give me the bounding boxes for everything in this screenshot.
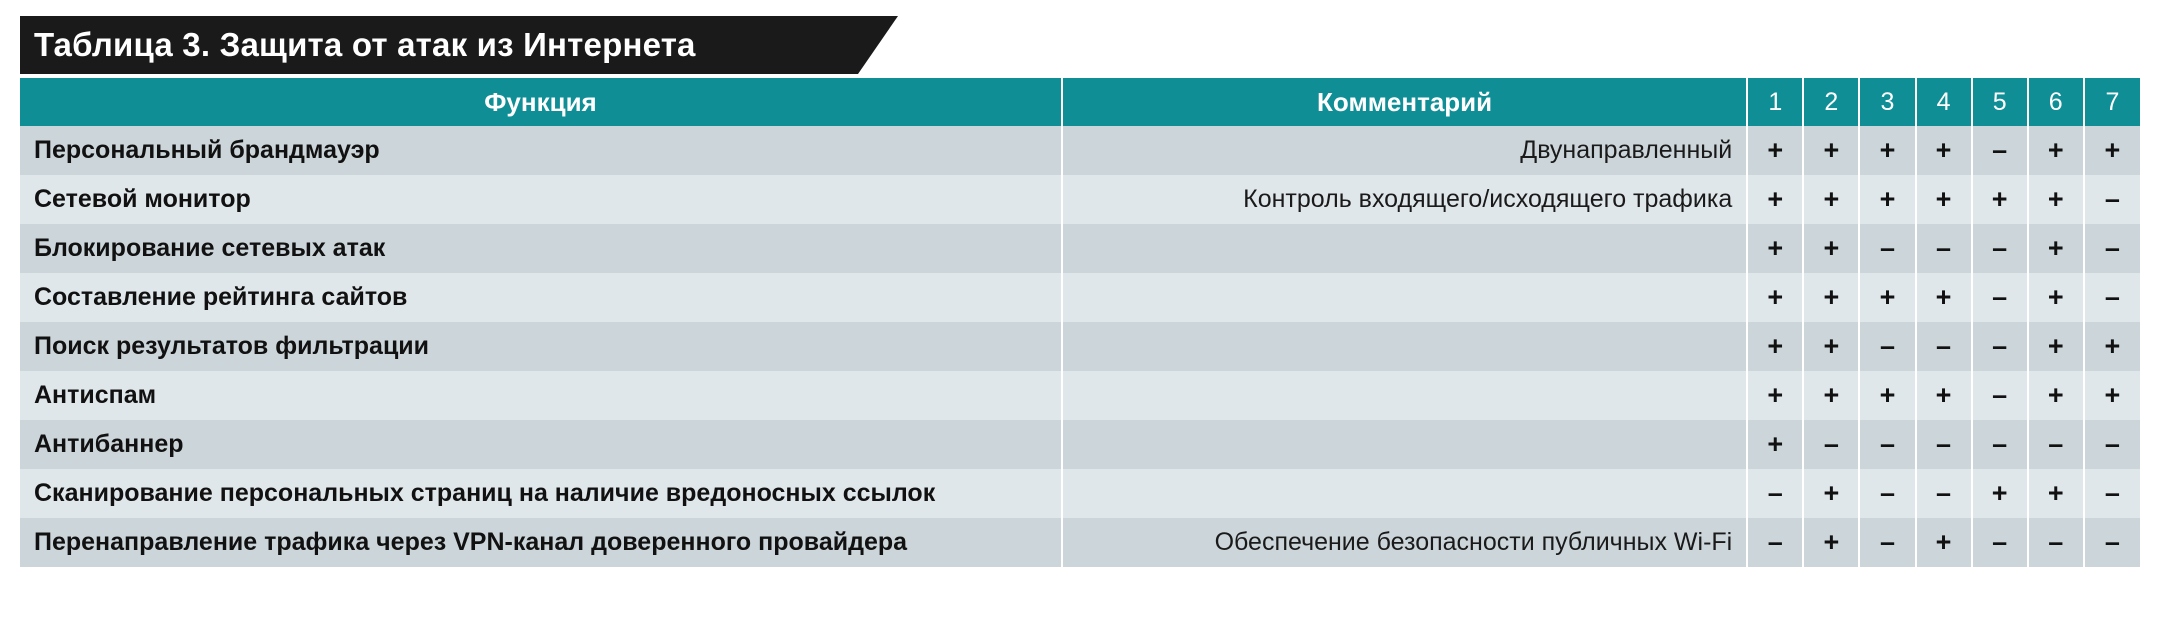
row-mark-4: – xyxy=(1916,420,1972,469)
row-mark-1: + xyxy=(1747,126,1803,175)
row-mark-7: – xyxy=(2084,420,2140,469)
row-comment xyxy=(1062,371,1747,420)
table-title-banner xyxy=(20,16,858,74)
column-header-7: 7 xyxy=(2084,78,2140,126)
table-row xyxy=(20,371,2140,420)
row-mark-7: – xyxy=(2084,175,2140,224)
row-mark-2: – xyxy=(1803,420,1859,469)
row-function: Сетевой монитор xyxy=(20,175,1062,224)
row-mark-2: + xyxy=(1803,518,1859,567)
table-row xyxy=(20,126,2140,175)
row-mark-6: – xyxy=(2028,420,2084,469)
column-header-5: 5 xyxy=(1972,78,2028,126)
row-mark-5: – xyxy=(1972,371,2028,420)
table-row xyxy=(20,469,2140,518)
row-comment: Контроль входящего/исходящего трафика xyxy=(1062,175,1747,224)
row-mark-1: + xyxy=(1747,224,1803,273)
row-mark-5: – xyxy=(1972,420,2028,469)
row-mark-4: + xyxy=(1916,273,1972,322)
table-row xyxy=(20,518,2140,567)
row-mark-6: – xyxy=(2028,518,2084,567)
row-mark-5: – xyxy=(1972,273,2028,322)
row-mark-2: + xyxy=(1803,126,1859,175)
row-comment xyxy=(1062,420,1747,469)
row-comment: Двунаправленный xyxy=(1062,126,1747,175)
row-function: Перенаправление трафика через VPN-канал доверенного провайдера xyxy=(20,518,1062,567)
row-mark-3: – xyxy=(1859,420,1915,469)
column-header-2: 2 xyxy=(1803,78,1859,126)
row-comment xyxy=(1062,322,1747,371)
table-header xyxy=(20,78,2140,126)
row-mark-1: – xyxy=(1747,469,1803,518)
row-mark-6: + xyxy=(2028,371,2084,420)
row-function: Антиспам xyxy=(20,371,1062,420)
row-mark-3: + xyxy=(1859,126,1915,175)
row-mark-7: – xyxy=(2084,224,2140,273)
row-mark-6: + xyxy=(2028,322,2084,371)
row-mark-3: – xyxy=(1859,469,1915,518)
row-comment xyxy=(1062,469,1747,518)
row-mark-3: + xyxy=(1859,371,1915,420)
row-mark-7: – xyxy=(2084,273,2140,322)
row-function: Сканирование персональных страниц на наличие вредоносных ссылок xyxy=(20,469,1062,518)
row-mark-1: + xyxy=(1747,322,1803,371)
row-function: Поиск результатов фильтрации xyxy=(20,322,1062,371)
table-row xyxy=(20,420,2140,469)
column-header-6: 6 xyxy=(2028,78,2084,126)
row-mark-1: – xyxy=(1747,518,1803,567)
row-mark-4: – xyxy=(1916,469,1972,518)
row-mark-4: – xyxy=(1916,224,1972,273)
row-mark-2: + xyxy=(1803,469,1859,518)
row-mark-1: + xyxy=(1747,273,1803,322)
row-function: Блокирование сетевых атак xyxy=(20,224,1062,273)
row-mark-2: + xyxy=(1803,371,1859,420)
row-mark-4: + xyxy=(1916,518,1972,567)
row-mark-1: + xyxy=(1747,371,1803,420)
column-header-function: Функция xyxy=(20,78,1062,126)
row-mark-5: – xyxy=(1972,322,2028,371)
row-mark-7: – xyxy=(2084,518,2140,567)
row-mark-7: + xyxy=(2084,126,2140,175)
row-mark-4: – xyxy=(1916,322,1972,371)
row-mark-6: + xyxy=(2028,175,2084,224)
row-mark-4: + xyxy=(1916,371,1972,420)
row-function: Персональный брандмауэр xyxy=(20,126,1062,175)
table-body xyxy=(20,126,2140,567)
row-mark-7: – xyxy=(2084,469,2140,518)
row-function: Антибаннер xyxy=(20,420,1062,469)
column-header-1: 1 xyxy=(1747,78,1803,126)
row-mark-6: + xyxy=(2028,126,2084,175)
table-row xyxy=(20,273,2140,322)
table-row xyxy=(20,175,2140,224)
row-mark-1: + xyxy=(1747,175,1803,224)
row-mark-3: – xyxy=(1859,224,1915,273)
comparison-table xyxy=(20,78,2140,567)
row-mark-5: – xyxy=(1972,224,2028,273)
row-mark-6: + xyxy=(2028,469,2084,518)
row-mark-3: + xyxy=(1859,273,1915,322)
row-mark-5: + xyxy=(1972,175,2028,224)
row-mark-3: – xyxy=(1859,322,1915,371)
row-mark-4: + xyxy=(1916,175,1972,224)
row-mark-7: + xyxy=(2084,371,2140,420)
row-mark-7: + xyxy=(2084,322,2140,371)
row-mark-3: – xyxy=(1859,518,1915,567)
table-row xyxy=(20,224,2140,273)
page-title: Таблица 3. Защита от атак из Интернета xyxy=(34,26,696,63)
row-comment: Обеспечение безопасности публичных Wi-Fi xyxy=(1062,518,1747,567)
row-mark-3: + xyxy=(1859,175,1915,224)
row-mark-4: + xyxy=(1916,126,1972,175)
row-mark-2: + xyxy=(1803,175,1859,224)
row-function: Составление рейтинга сайтов xyxy=(20,273,1062,322)
row-comment xyxy=(1062,224,1747,273)
column-header-4: 4 xyxy=(1916,78,1972,126)
row-mark-5: – xyxy=(1972,126,2028,175)
row-comment xyxy=(1062,273,1747,322)
row-mark-5: + xyxy=(1972,469,2028,518)
column-header-3: 3 xyxy=(1859,78,1915,126)
row-mark-1: + xyxy=(1747,420,1803,469)
table-row xyxy=(20,322,2140,371)
row-mark-6: + xyxy=(2028,224,2084,273)
row-mark-5: – xyxy=(1972,518,2028,567)
row-mark-6: + xyxy=(2028,273,2084,322)
row-mark-2: + xyxy=(1803,273,1859,322)
column-header-comment: Комментарий xyxy=(1062,78,1747,126)
row-mark-2: + xyxy=(1803,322,1859,371)
row-mark-2: + xyxy=(1803,224,1859,273)
table-header-row xyxy=(20,78,2140,126)
